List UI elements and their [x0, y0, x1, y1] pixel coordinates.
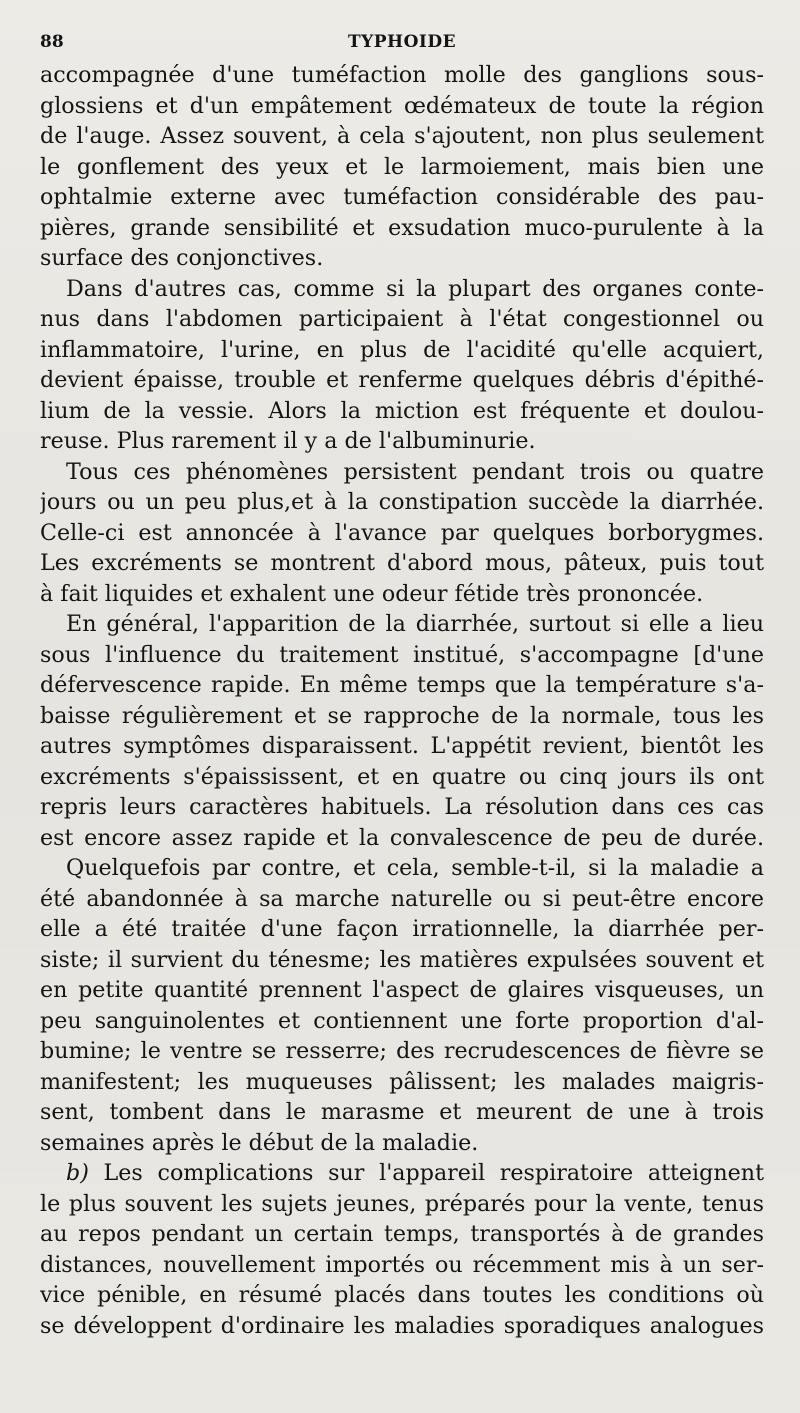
text-line: Tous ces phénomènes persistent pendant trois ou quatre [66, 458, 764, 485]
text-line: siste; il survient du ténesme; les matières expulsées souvent et [40, 946, 764, 973]
text-line: jours ou un peu plus,et à la constipation succède la diarrhée. [40, 489, 764, 515]
text-line: au repos pendant un certain temps, transportés à de grandes [40, 1221, 764, 1247]
text-line: autres symptômes disparaissent. L'appétit revient, bientôt les [40, 733, 764, 759]
text-line: inflammatoire, l'urine, en plus de l'acidité qu'elle acquiert, [40, 336, 764, 363]
text-line: repris leurs caractères habituels. La résolution dans ces cas [40, 794, 764, 820]
paragraph-3 [40, 457, 764, 610]
text-line: sent, tombent dans le marasme et meurent de une à trois [40, 1099, 764, 1125]
text-line: lium de la vessie. Alors la miction est fréquente et doulou- [40, 397, 764, 424]
text-line: excréments s'épaississent, et en quatre ou cinq jours ils ont [40, 763, 764, 790]
text-line: semaines après le début de la maladie. [40, 1129, 479, 1156]
body-text [40, 60, 764, 1341]
text-line: en petite quantité prennent l'aspect de glaires visqueuses, un [40, 977, 764, 1003]
text-line: peu sanguinolentes et contiennent une forte proportion d'al- [40, 1007, 764, 1034]
text-line: sous l'influence du traitement institué, s'accompagne [d'une [40, 641, 764, 668]
text-line: se développent d'ordinaire les maladies sporadiques analogues [40, 1312, 764, 1339]
text-line: à fait liquides et exhalent une odeur fétide très prononcée. [40, 580, 704, 607]
text-line: Celle-ci est annoncée à l'avance par quelques borborygmes. [40, 519, 764, 546]
text-line: glossiens et d'un empâtement œdémateux de toute la région [40, 92, 764, 119]
text-line: le plus souvent les sujets jeunes, préparés pour la vente, tenus [40, 1190, 764, 1217]
text-line: devient épaisse, trouble et renferme quelques débris d'épithé- [40, 367, 764, 393]
running-title: TYPHOIDE [347, 32, 457, 52]
text-line-rest: Les complications sur l'appareil respiratoire atteignent [88, 1160, 764, 1186]
text-line: accompagnée d'une tuméfaction molle des ganglions sous- [40, 62, 764, 88]
paragraph-5 [40, 853, 764, 1158]
text-line: pières, grande sensibilité et exsudation muco-purulente à la [40, 214, 764, 241]
text-line: Dans d'autres cas, comme si la plupart des organes conte- [66, 275, 764, 302]
text-line: bumine; le ventre se resserre; des recrudescences de fièvre se [40, 1038, 764, 1064]
text-line: reuse. Plus rarement il y a de l'albuminurie. [40, 428, 536, 454]
running-head [40, 26, 764, 60]
text-line: distances, nouvellement importés ou récemment mis à un ser- [40, 1251, 764, 1278]
text-line-lead [40, 1158, 764, 1189]
text-line: ophtalmie externe avec tuméfaction considérable des pau- [40, 184, 764, 210]
text-line: est encore assez rapide et la convalescence de peu de durée. [40, 824, 764, 851]
text-line: manifestent; les muqueuses pâlissent; les malades maigris- [40, 1068, 764, 1095]
text-line: baisse régulièrement et se rapproche de la normale, tous les [40, 702, 764, 729]
text-line: surface des conjonctives. [40, 245, 324, 271]
text-line: elle a été traitée d'une façon irrationnelle, la diarrhée per- [40, 916, 764, 942]
item-marker: b) [66, 1160, 89, 1186]
page-number: 88 [40, 32, 64, 52]
paragraph-6 [40, 1158, 764, 1341]
text-line: vice pénible, en résumé placés dans toutes les conditions où [40, 1282, 764, 1308]
text-line: Quelquefois par contre, et cela, semble-t-il, si la maladie a [66, 855, 764, 881]
text-line: le gonflement des yeux et le larmoiement, mais bien une [40, 153, 764, 180]
paragraph-4 [40, 609, 764, 853]
text-line: été abandonnée à sa marche naturelle ou si peut-être encore [40, 885, 764, 912]
text-line: défervescence rapide. En même temps que la température s'a- [40, 672, 764, 698]
paragraph-1 [40, 60, 764, 274]
text-line: de l'auge. Assez souvent, à cela s'ajoutent, non plus seulement [40, 123, 764, 149]
text-line: En général, l'apparition de la diarrhée, surtout si elle a lieu [66, 611, 764, 637]
text-line: Les excréments se montrent d'abord mous, pâteux, puis tout [40, 550, 764, 576]
text-line: nus dans l'abdomen participaient à l'état congestionnel ou [40, 306, 764, 332]
paragraph-2 [40, 274, 764, 457]
